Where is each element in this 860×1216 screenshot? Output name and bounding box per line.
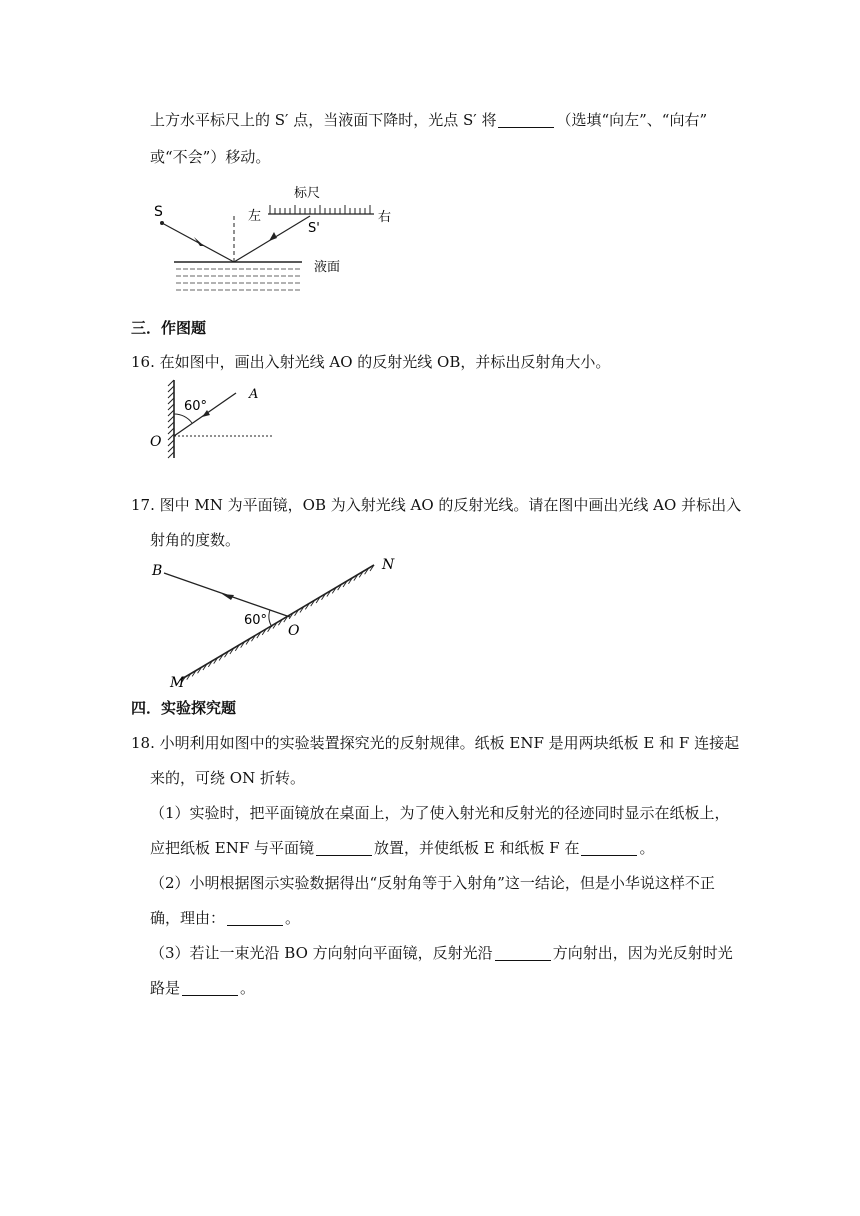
answer-blank bbox=[316, 839, 372, 856]
point-o-label: O bbox=[288, 623, 300, 639]
q15-text-a: 上方水平标尺上的 S′ 点，当液面下降时，光点 S′ 将 bbox=[150, 111, 497, 129]
section-4-title: 四．实验探究题 bbox=[131, 699, 237, 717]
q16-text: 16. 在如图中，画出入射光线 AO 的反射光线 OB，并标出反射角大小。 bbox=[131, 353, 611, 371]
ruler-label: 标尺 bbox=[294, 186, 321, 201]
q18-line-1: 18. 小明利用如图中的实验装置探究光的反射规律。纸板 ENF 是用两块纸板 E 和 F 连接起 bbox=[131, 734, 740, 752]
section-3-title: 三．作图题 bbox=[131, 319, 207, 337]
angle-label: 60° bbox=[244, 613, 268, 628]
q18-p3-text-c: 路是 bbox=[150, 979, 181, 997]
point-a-label: A bbox=[249, 387, 259, 402]
q17-line-1: 17. 图中 MN 为平面镜，OB 为入射光线 AO 的反射光线。请在图中画出光线 AO 并标出入 bbox=[131, 496, 742, 514]
q18-part2-line-1: （2）小明根据图示实验数据得出“反射角等于入射角”这一结论，但是小华说这样不正 bbox=[150, 874, 715, 892]
q15-text-b: （选填“向左”、“向右” bbox=[556, 111, 708, 129]
q17-mirror-figure bbox=[148, 555, 408, 690]
liquid-label: 液面 bbox=[314, 260, 341, 275]
q18-p3-text-b: 方向射出，因为光反射时光 bbox=[552, 944, 733, 962]
q18-p1-text-c: 。 bbox=[639, 839, 655, 857]
q16-mirror-figure bbox=[146, 378, 286, 460]
q18-p1-text-a: 应把纸板 ENF 与平面镜 bbox=[150, 839, 315, 857]
angle-label: 60° bbox=[184, 399, 208, 414]
right-label: 右 bbox=[378, 210, 392, 225]
q15-line-1 bbox=[150, 109, 707, 131]
q17-line-2: 射角的度数。 bbox=[150, 531, 241, 549]
answer-blank bbox=[227, 909, 283, 926]
source-label: S bbox=[154, 204, 163, 220]
q18-part1-line-1: （1）实验时，把平面镜放在桌面上，为了使入射光和反射光的径迹同时显示在纸板上， bbox=[150, 804, 730, 822]
q18-p1-text-b: 放置，并使纸板 E 和纸板 F 在 bbox=[374, 839, 580, 857]
q18-part1-line-2 bbox=[150, 837, 654, 859]
q18-part3-line-2 bbox=[150, 977, 255, 999]
spot-label: S' bbox=[308, 221, 320, 236]
q18-p2-text-b: 。 bbox=[285, 909, 301, 927]
q18-part3-line-1 bbox=[150, 942, 733, 964]
answer-blank bbox=[182, 979, 238, 996]
q18-p3-text-d: 。 bbox=[240, 979, 256, 997]
point-b-label: B bbox=[152, 563, 163, 579]
q18-p2-text-a: 确，理由： bbox=[150, 909, 226, 927]
q15-line-2: 或“不会”）移动。 bbox=[150, 148, 271, 166]
answer-blank bbox=[498, 111, 554, 128]
q18-part2-line-2 bbox=[150, 907, 300, 929]
answer-blank bbox=[581, 839, 637, 856]
q18-p3-text-a: （3）若让一束光沿 BO 方向射向平面镜，反射光沿 bbox=[150, 944, 493, 962]
answer-blank bbox=[495, 944, 551, 961]
point-n-label: N bbox=[382, 557, 395, 573]
point-m-label: M bbox=[170, 675, 185, 691]
point-o-label: O bbox=[150, 434, 162, 450]
left-label: 左 bbox=[248, 209, 262, 224]
q18-line-2: 来的，可绕 ON 折转。 bbox=[150, 769, 305, 787]
liquid-reflection-figure bbox=[148, 180, 392, 300]
